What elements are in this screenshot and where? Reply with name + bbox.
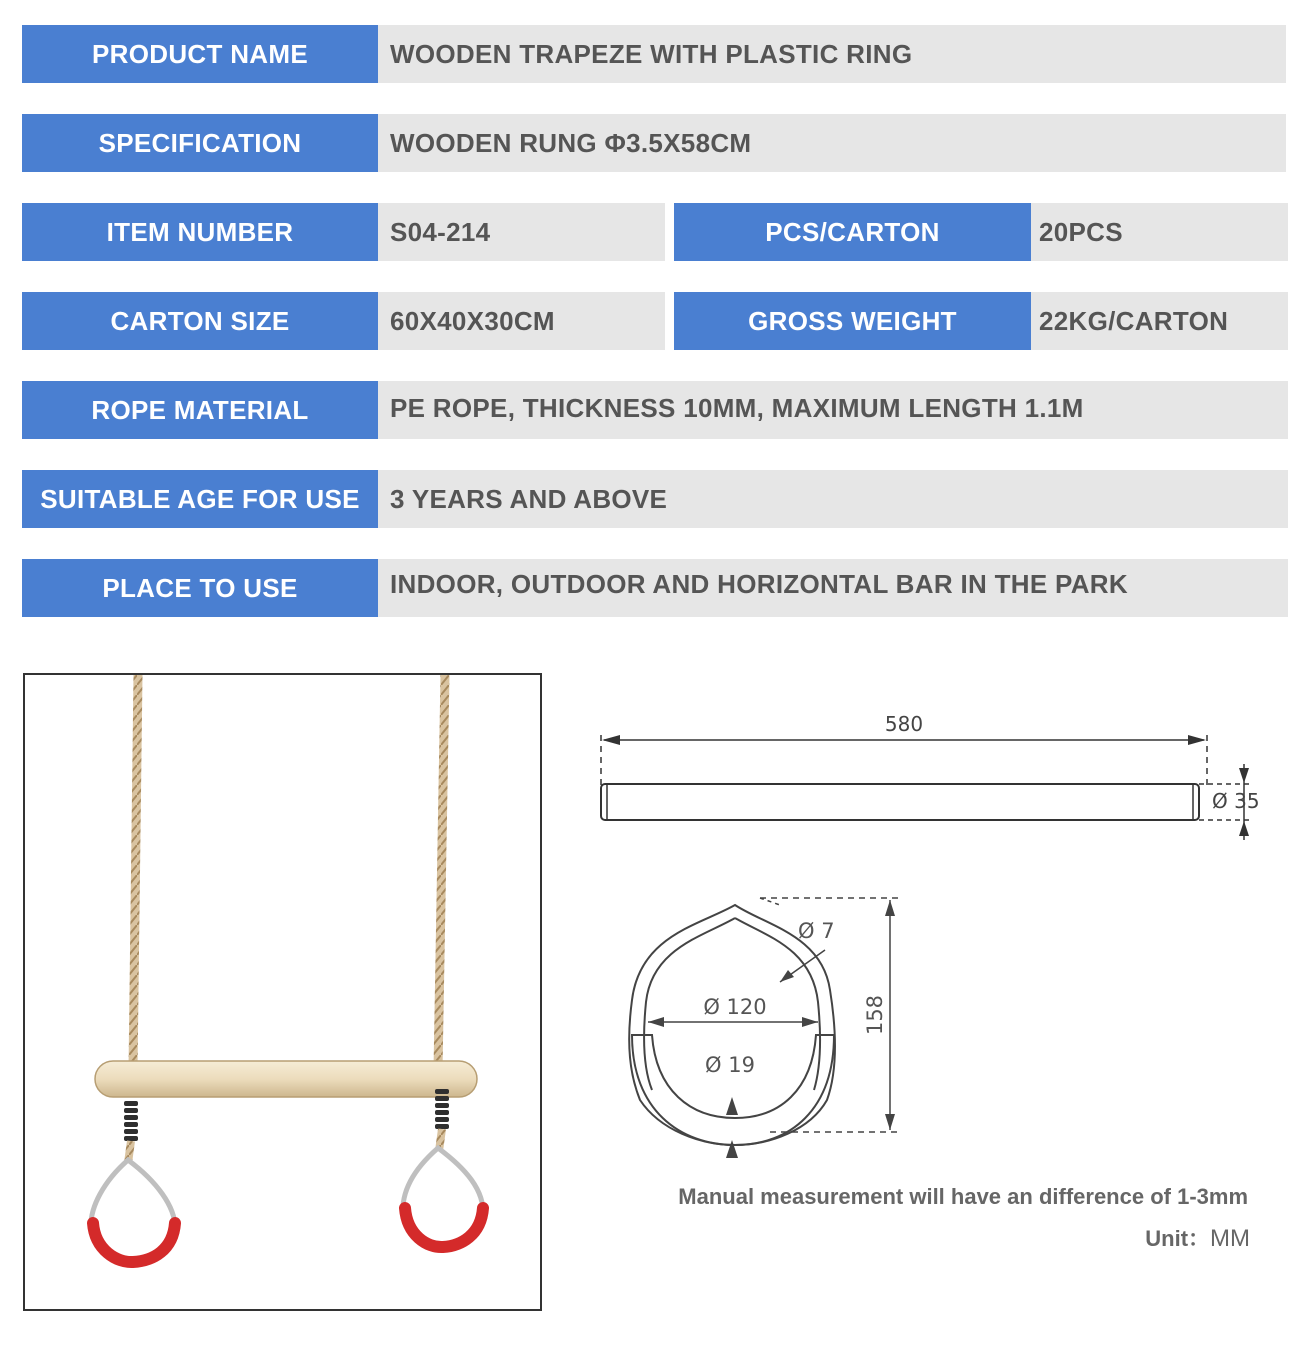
spec-row-suitable-age: [22, 470, 1288, 528]
unit-note: [1145, 1222, 1250, 1253]
spec-value: 3 YEARS AND ABOVE: [378, 470, 1288, 528]
unit-value: MM: [1210, 1225, 1250, 1252]
product-photo: [23, 673, 542, 1311]
spec-value: WOODEN TRAPEZE WITH PLASTIC RING: [378, 25, 1286, 83]
spec-value: 20PCS: [1031, 203, 1288, 261]
trapeze-illustration: [25, 675, 540, 1309]
spec-label: PCS/CARTON: [674, 203, 1031, 261]
ring-inner-diameter-label: Ø 120: [703, 995, 767, 1019]
spec-row-specification: [22, 114, 1286, 172]
arrow-left-icon: [602, 735, 620, 745]
spec-label: PLACE TO USE: [22, 559, 378, 617]
ring-height-label: 158: [863, 994, 887, 1036]
spec-value: WOODEN RUNG Φ3.5X58CM: [378, 114, 1286, 172]
spec-row-rope-material: [22, 381, 1288, 439]
spec-value: 60X40X30CM: [378, 292, 665, 350]
spec-label: SPECIFICATION: [22, 114, 378, 172]
rung-diameter-label: Ø 35: [1212, 789, 1260, 813]
spec-label: CARTON SIZE: [22, 292, 378, 350]
spec-label: SUITABLE AGE FOR USE: [22, 470, 378, 528]
measurement-note: Manual measurement will have an difference of 1-3mm: [678, 1184, 1248, 1209]
spec-label: GROSS WEIGHT: [674, 292, 1031, 350]
spec-value: INDOOR, OUTDOOR AND HORIZONTAL BAR IN THE PARK: [378, 559, 1288, 617]
grip-diameter-label: Ø 19: [705, 1053, 755, 1077]
spec-label: PRODUCT NAME: [22, 25, 378, 83]
spec-row-carton-size: [22, 292, 1288, 350]
rung-length-label: 580: [884, 712, 924, 736]
spec-label: ITEM NUMBER: [22, 203, 378, 261]
spec-row-place-to-use: [22, 559, 1288, 617]
unit-label: Unit：: [1145, 1226, 1211, 1251]
spec-label: ROPE MATERIAL: [22, 381, 378, 439]
spec-value: 22KG/CARTON: [1031, 292, 1288, 350]
dimension-diagram: [580, 690, 1280, 1170]
arrow-right-icon: [1188, 735, 1206, 745]
technical-drawing: [580, 690, 1280, 1175]
spec-row-item-number: [22, 203, 1288, 261]
spec-row-product-name: [22, 25, 1286, 83]
spec-value: S04-214: [378, 203, 665, 261]
spec-value: PE ROPE, THICKNESS 10MM, MAXIMUM LENGTH 1.1M: [378, 381, 1288, 439]
arrow-up-icon: [1239, 821, 1249, 836]
arrow-down-icon: [1239, 768, 1249, 783]
wire-diameter-label: Ø 7: [798, 919, 835, 943]
